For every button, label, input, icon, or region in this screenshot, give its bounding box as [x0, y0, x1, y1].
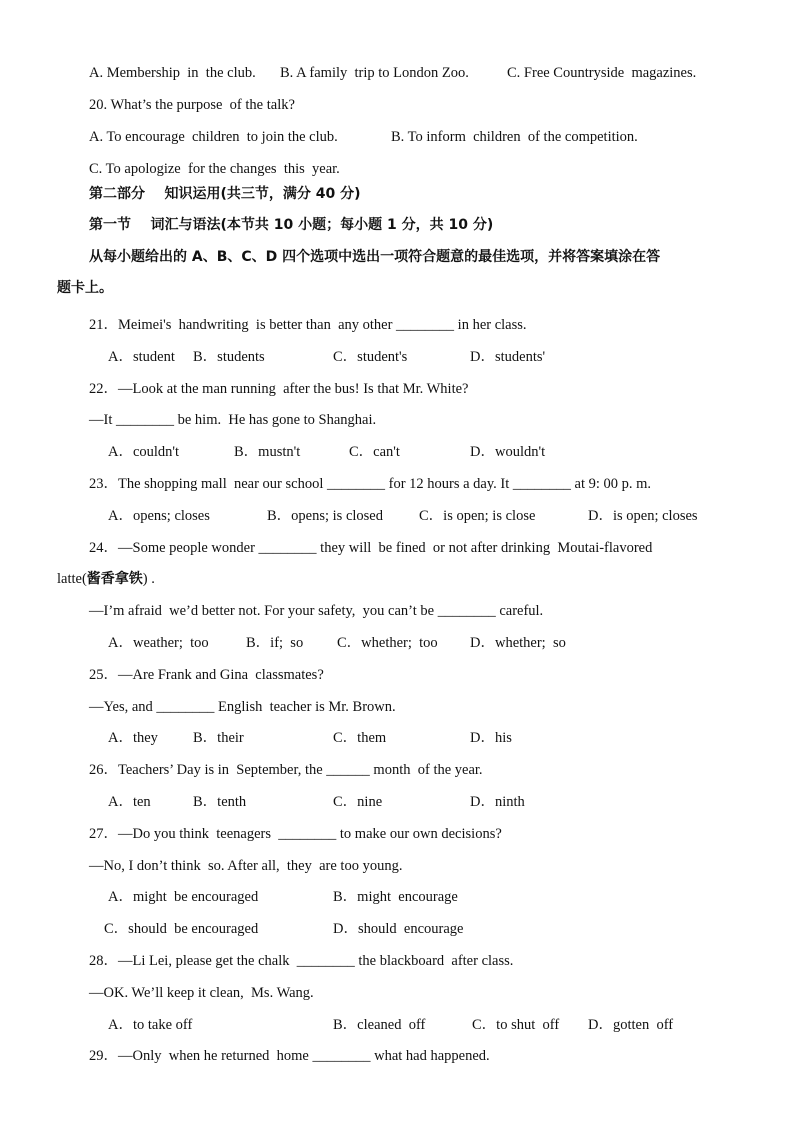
q22-option-c: C．can't — [349, 444, 400, 460]
q25-line2: —Yes, and ________ English teacher is Mr. Brown. — [89, 699, 396, 715]
q28-option-c: C．to shut off — [472, 1017, 560, 1033]
q24-line3: —I’m afraid we’d better not. For your safety, you can’t be ________ careful. — [89, 603, 544, 619]
q28-stem: 28．—Li Lei, please get the chalk ________ the blackboard after class. — [89, 953, 514, 969]
q27-option-a: A．might be encouraged — [108, 889, 259, 905]
q23-option-d: D．is open; closes — [588, 508, 698, 524]
q24-option-d: D．whether; so — [470, 635, 566, 651]
q28-option-d: D．gotten off — [588, 1017, 674, 1033]
q27-stem: 27．—Do you think teenagers ________ to make our own decisions? — [89, 826, 502, 842]
q23-stem: 23．The shopping mall near our school ________ for 12 hours a day. It ________ at 9: 00 p. m. — [89, 476, 652, 492]
q23-option-a: A．opens; closes — [108, 508, 210, 524]
q27-option-c: C．should be encouraged — [104, 921, 259, 937]
q28-line2: —OK. We’ll keep it clean, Ms. Wang. — [89, 985, 314, 1001]
q25-stem: 25．—Are Frank and Gina classmates? — [89, 667, 324, 683]
q25-option-a: A．they — [108, 730, 158, 746]
q24-option-b: B．if; so — [246, 635, 304, 651]
q21-stem: 21．Meimei's handwriting is better than any other ________ in her class. — [89, 317, 527, 333]
q27-option-d: D．should encourage — [333, 921, 464, 937]
q21-option-a: A．student — [108, 349, 175, 365]
q21-option-c: C．student's — [333, 349, 408, 365]
q27-line2: —No, I don’t think so. After all, they are too young. — [89, 858, 403, 874]
q26-option-c: C．nine — [333, 794, 383, 810]
q22-option-a: A．couldn't — [108, 444, 180, 460]
q27-option-b: B．might encourage — [333, 889, 458, 905]
q21-option-d: D．students' — [470, 349, 546, 365]
q28-option-a: A．to take off — [108, 1017, 193, 1033]
q28-option-b: B．cleaned off — [333, 1017, 426, 1033]
q26-option-d: D．ninth — [470, 794, 525, 810]
q25-option-c: C．them — [333, 730, 387, 746]
q21-option-b: B．students — [193, 349, 265, 365]
q24-chinese-term: 酱香拿铁 — [86, 571, 143, 587]
q22-option-d: D．wouldn't — [470, 444, 546, 460]
q20-option-a: A. To encourage children to join the club. — [89, 129, 338, 145]
q25-option-d: D．his — [470, 730, 512, 746]
q29-stem: 29．—Only when he returned home ________ what had happened. — [89, 1048, 490, 1064]
q26-option-b: B．tenth — [193, 794, 247, 810]
q19-option-c: C. Free Countryside magazines. — [507, 65, 697, 81]
section1-title: 第一节 词汇与语法(本节共 10 小题；每小题 1 分，共 10 分) — [89, 217, 494, 233]
q20-option-c: C. To apologize for the changes this year. — [89, 161, 340, 177]
q19-option-a: A. Membership in the club. — [89, 65, 256, 81]
part2-title: 第二部分 知识运用(共三节，满分 40 分) — [89, 186, 361, 202]
q24-option-a: A．weather; too — [108, 635, 209, 651]
q24-stem: 24．—Some people wonder ________ they will be fined or not after drinking Moutai-flavored — [89, 540, 653, 556]
q26-option-a: A．ten — [108, 794, 151, 810]
instructions-line1: 从每小题给出的 A、B、C、D 四个选项中选出一项符合题意的最佳选项，并将答案填涂在答 — [89, 249, 661, 265]
q26-stem: 26．Teachers’ Day is in September, the ______ month of the year. — [89, 762, 483, 778]
q19-option-b: B. A family trip to London Zoo. — [280, 65, 469, 81]
q20-option-b: B. To inform children of the competition. — [391, 129, 638, 145]
q25-option-b: B．their — [193, 730, 244, 746]
q20-stem: 20. What’s the purpose of the talk? — [89, 97, 295, 113]
q22-option-b: B．mustn't — [234, 444, 301, 460]
q22-line2: —It ________ be him. He has gone to Shanghai. — [89, 412, 377, 428]
q24-line2-c: ) . — [142, 571, 155, 587]
q22-stem: 22．—Look at the man running after the bus! Is that Mr. White? — [89, 381, 469, 397]
instructions-line2: 题卡上。 — [57, 280, 113, 296]
q24-option-c: C．whether; too — [337, 635, 438, 651]
q23-option-c: C．is open; is close — [419, 508, 536, 524]
q24-line2-a: latte( — [57, 571, 87, 587]
q23-option-b: B．opens; is closed — [267, 508, 383, 524]
q24-line2 — [57, 569, 155, 589]
